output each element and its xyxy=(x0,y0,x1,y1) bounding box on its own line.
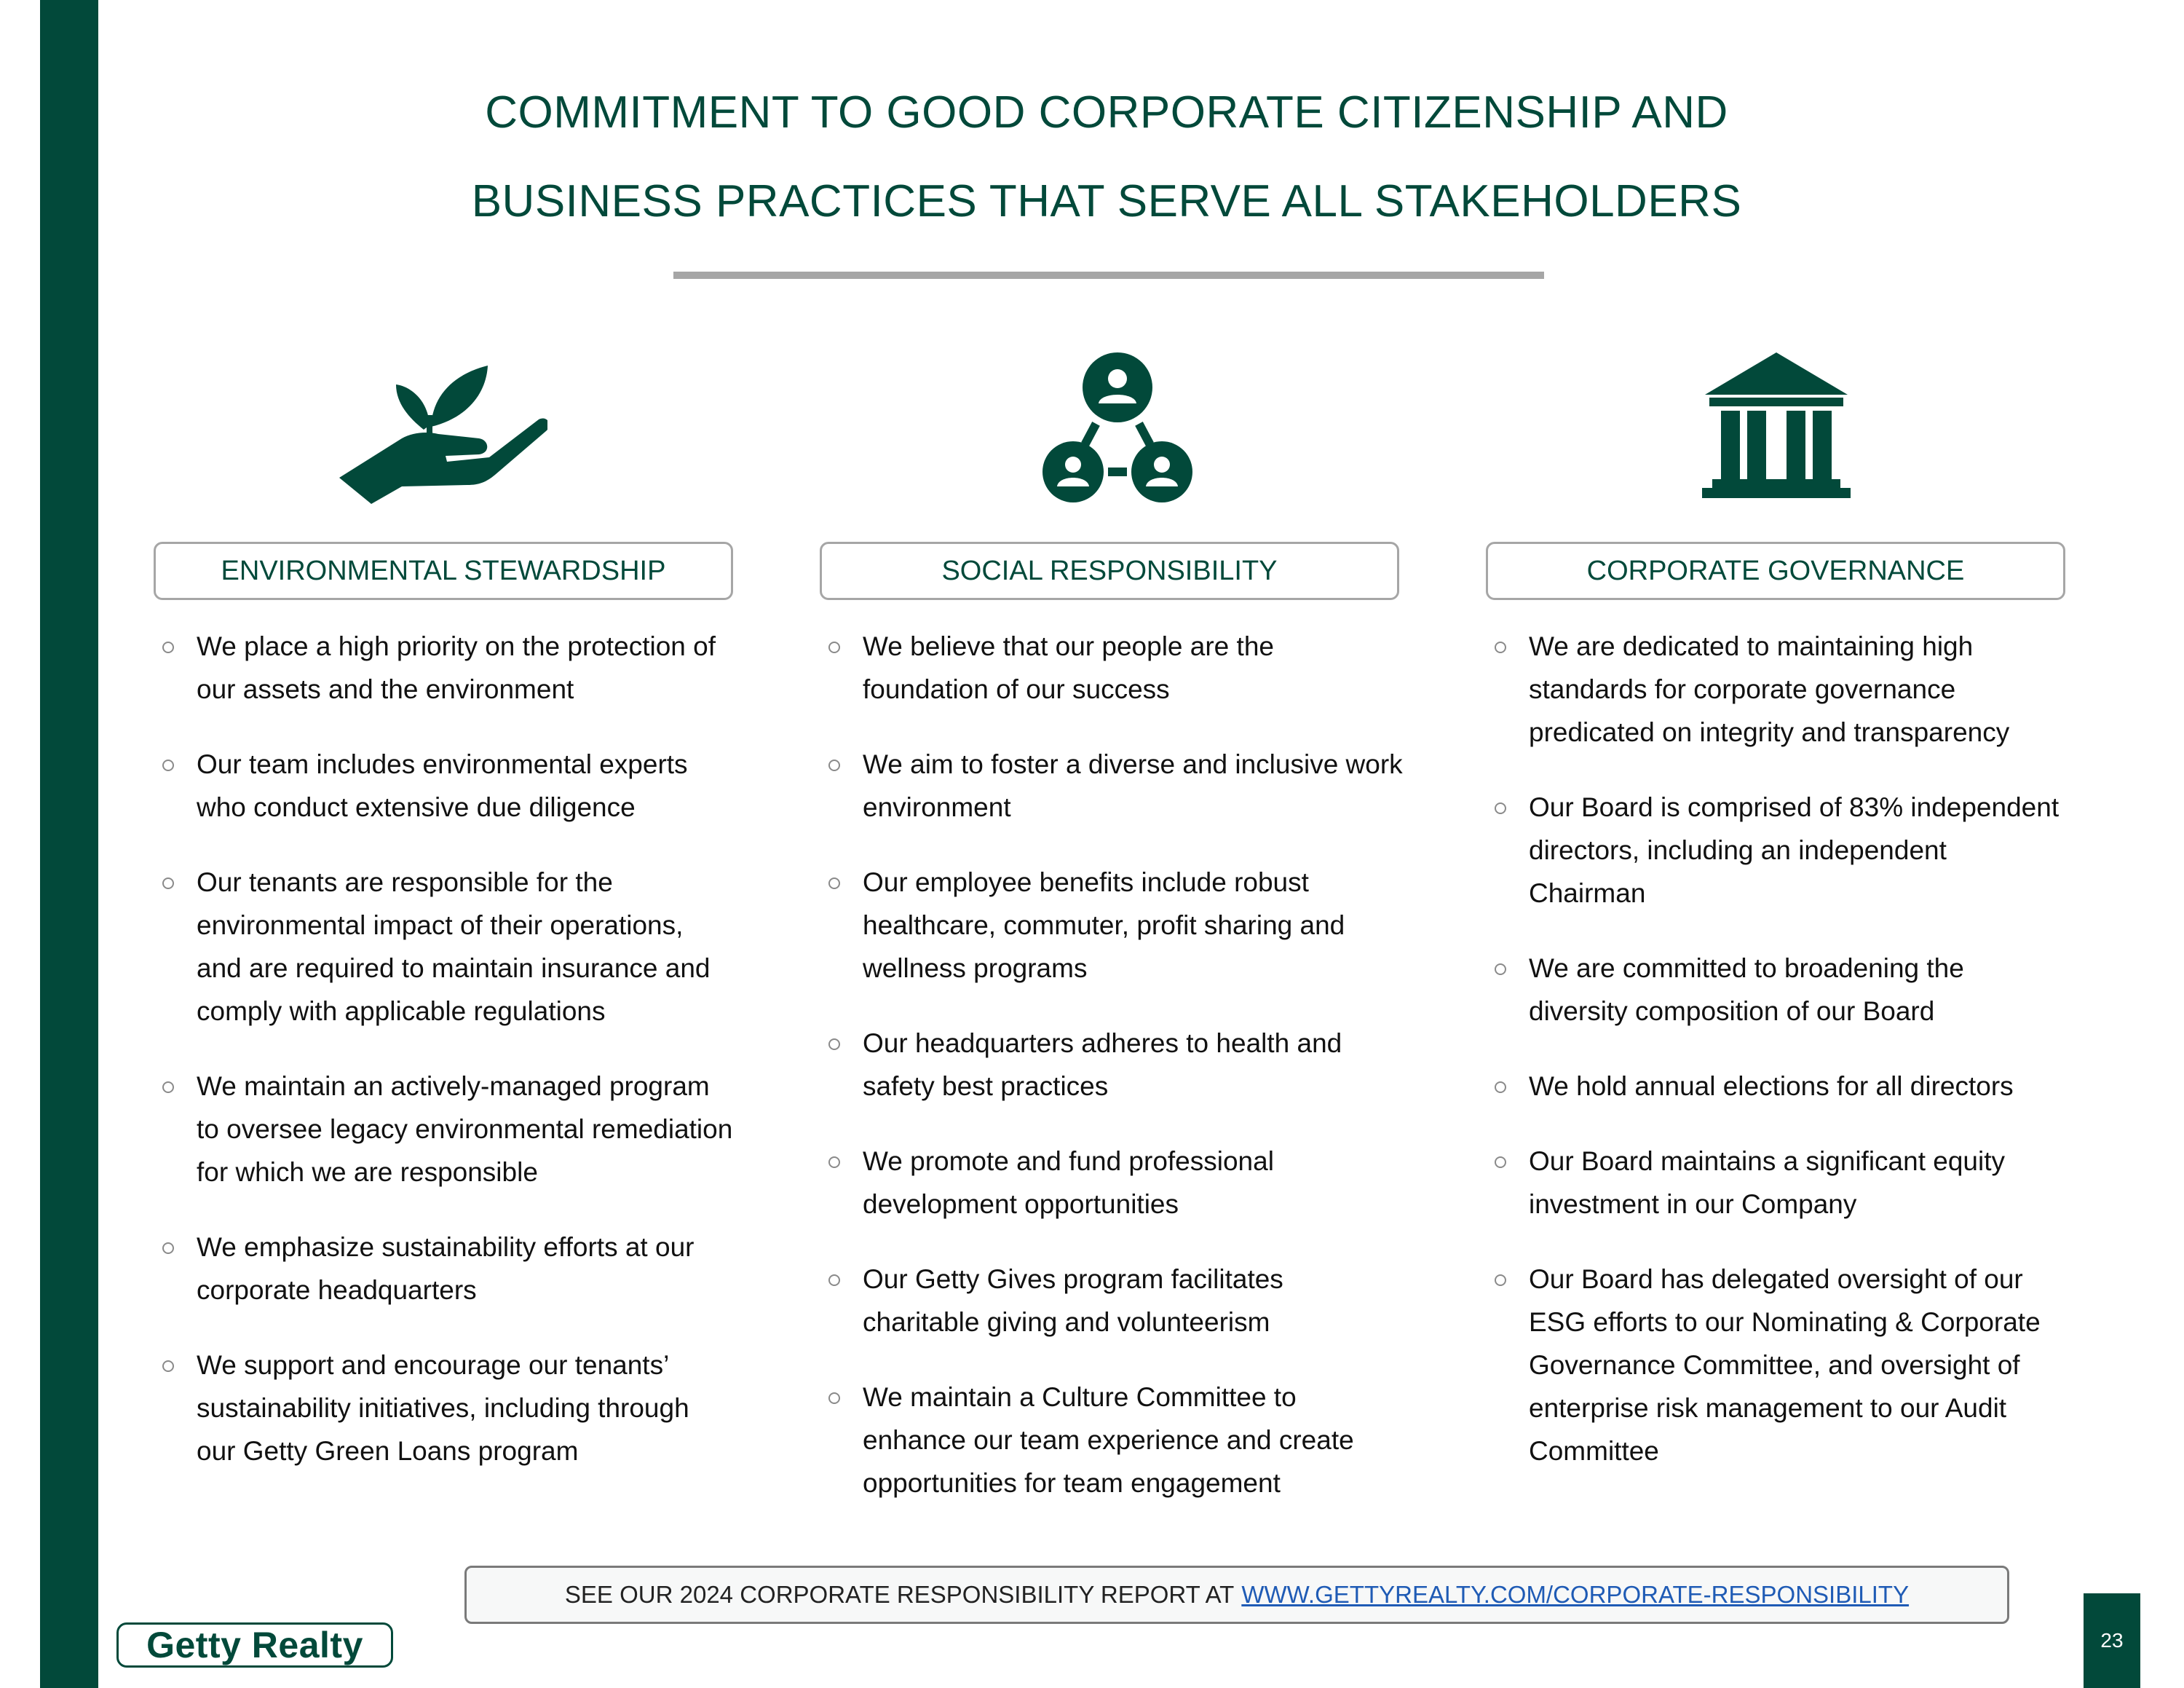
bullet-item xyxy=(823,1022,1420,1108)
bullet-text-line: ESG efforts to our Nominating & Corporate xyxy=(1529,1307,2041,1337)
bullet-text-line: We believe that our people are the xyxy=(863,631,1274,661)
bullet-circle-icon xyxy=(1495,1156,1506,1168)
people-network-icon xyxy=(1042,352,1192,502)
page-title-line-1: COMMITMENT TO GOOD CORPORATE CITIZENSHIP AND xyxy=(485,87,1728,138)
bullet-text-line: healthcare, commuter, profit sharing and xyxy=(863,910,1345,940)
bullet-text-line: We are committed to broadening the xyxy=(1529,953,1964,983)
bullet-circle-icon xyxy=(828,1392,840,1404)
bullet-circle-icon xyxy=(828,760,840,771)
bullet-text-line: Our team includes environmental experts xyxy=(197,749,688,779)
bullet-text-line: and are required to maintain insurance and xyxy=(197,953,711,983)
bullet-text-line: enterprise risk management to our Audit xyxy=(1529,1393,2007,1423)
bullet-text-line: We promote and fund professional xyxy=(863,1146,1274,1176)
bullet-item xyxy=(1489,625,2086,754)
bullet-item xyxy=(157,1344,753,1472)
bullet-circle-icon xyxy=(162,1360,174,1372)
bullet-text-line: sustainability initiatives, including through xyxy=(197,1393,689,1423)
bullet-text-line: We hold annual elections for all directors xyxy=(1529,1071,2014,1101)
bullet-circle-icon xyxy=(162,877,174,889)
bullet-text-line: Our Board has delegated oversight of our xyxy=(1529,1264,2023,1294)
bullet-text-line: wellness programs xyxy=(863,953,1088,983)
bullet-text-line: investment in our Company xyxy=(1529,1189,1857,1219)
page-title-line-2: BUSINESS PRACTICES THAT SERVE ALL STAKEHOLDERS xyxy=(471,176,1742,226)
bullet-text-line: foundation of our success xyxy=(863,674,1170,704)
bullet-text-line: standards for corporate governance xyxy=(1529,674,1956,704)
bullet-text-line: Our headquarters adheres to health and xyxy=(863,1028,1342,1058)
bullet-item xyxy=(1489,1258,2086,1472)
bullet-text-line: Our Board maintains a significant equity xyxy=(1529,1146,2006,1176)
bullet-item xyxy=(1489,947,2086,1033)
environmental-bullet-list xyxy=(157,625,753,1504)
bullet-circle-icon xyxy=(828,877,840,889)
bullet-text-line: Chairman xyxy=(1529,878,1646,908)
bullet-text-line: comply with applicable regulations xyxy=(197,996,606,1026)
title-divider xyxy=(673,272,1544,279)
bullet-item xyxy=(157,861,753,1033)
bullet-text-line: environmental impact of their operations, xyxy=(197,910,684,940)
bullet-item xyxy=(157,743,753,829)
bullet-text-line: directors, including an independent xyxy=(1529,835,1947,865)
bullet-text-line: predicated on integrity and transparency xyxy=(1529,717,2010,747)
bullet-text-line: for which we are responsible xyxy=(197,1157,538,1187)
bullet-text-line: Our employee benefits include robust xyxy=(863,867,1309,897)
bullet-circle-icon xyxy=(828,1038,840,1050)
bullet-circle-icon xyxy=(828,1274,840,1286)
bullet-text-line: environment xyxy=(863,792,1011,822)
report-callout xyxy=(464,1566,2009,1624)
bullet-text-line: We maintain a Culture Committee to xyxy=(863,1382,1297,1412)
governance-bullet-list xyxy=(1489,625,2086,1504)
bullet-item xyxy=(157,1226,753,1312)
bullet-text-line: development opportunities xyxy=(863,1189,1179,1219)
bullet-item xyxy=(823,743,1420,829)
bullet-item xyxy=(823,1140,1420,1226)
bullet-circle-icon xyxy=(162,1242,174,1254)
bullet-circle-icon xyxy=(828,1156,840,1168)
bullet-text-line: to oversee legacy environmental remediation xyxy=(197,1114,733,1144)
bullet-item xyxy=(823,1376,1420,1504)
bullet-item xyxy=(823,1258,1420,1344)
bullet-item xyxy=(157,625,753,711)
bullet-text-line: who conduct extensive due diligence xyxy=(197,792,636,822)
bullet-item xyxy=(1489,786,2086,915)
header-environmental-stewardship: ENVIRONMENTAL STEWARDSHIP xyxy=(154,542,733,600)
page-number: 23 xyxy=(2084,1593,2140,1688)
bullet-text-line: opportunities for team engagement xyxy=(863,1468,1281,1498)
bullet-text-line: our assets and the environment xyxy=(197,674,574,704)
bullet-text-line: Our Board is comprised of 83% independent xyxy=(1529,792,2060,822)
bullet-text-line: Committee xyxy=(1529,1436,1659,1466)
bullet-text-line: We emphasize sustainability efforts at our xyxy=(197,1232,695,1262)
bullet-text-line: charitable giving and volunteerism xyxy=(863,1307,1270,1337)
bullet-text-line: We are dedicated to maintaining high xyxy=(1529,631,1974,661)
bullet-text-line: Governance Committee, and oversight of xyxy=(1529,1350,2020,1380)
bullet-text-line: diversity composition of our Board xyxy=(1529,996,1935,1026)
bullet-circle-icon xyxy=(162,1081,174,1093)
bullet-text-line: enhance our team experience and create xyxy=(863,1425,1354,1455)
bullet-circle-icon xyxy=(1495,642,1506,653)
bullet-circle-icon xyxy=(162,760,174,771)
header-social-responsibility: SOCIAL RESPONSIBILITY xyxy=(820,542,1399,600)
bullet-circle-icon xyxy=(1495,1274,1506,1286)
bullet-text-line: Our tenants are responsible for the xyxy=(197,867,613,897)
bullet-circle-icon xyxy=(1495,963,1506,975)
bullet-item xyxy=(1489,1140,2086,1226)
bullet-circle-icon xyxy=(1495,802,1506,814)
bullet-circle-icon xyxy=(162,642,174,653)
government-building-icon xyxy=(1699,352,1853,498)
report-callout-text: SEE OUR 2024 CORPORATE RESPONSIBILITY REPORT AT xyxy=(564,1581,1235,1608)
bullet-item xyxy=(823,625,1420,711)
bullet-text-line: We support and encourage our tenants’ xyxy=(197,1350,670,1380)
bullet-text-line: We aim to foster a diverse and inclusive work xyxy=(863,749,1403,779)
bullet-text-line: We maintain an actively-managed program xyxy=(197,1071,710,1101)
bullet-item xyxy=(1489,1065,2086,1108)
bullet-circle-icon xyxy=(1495,1081,1506,1093)
social-bullet-list xyxy=(823,625,1420,1537)
bullet-text-line: Our Getty Gives program facilitates xyxy=(863,1264,1283,1294)
bullet-circle-icon xyxy=(828,642,840,653)
header-corporate-governance: CORPORATE GOVERNANCE xyxy=(1486,542,2065,600)
getty-realty-logo: Getty Realty xyxy=(116,1622,393,1668)
bullet-item xyxy=(823,861,1420,990)
report-link[interactable]: WWW.GETTYREALTY.COM/CORPORATE-RESPONSIBILITY xyxy=(1241,1581,1910,1608)
hand-with-plant-icon xyxy=(336,348,547,505)
bullet-item xyxy=(157,1065,753,1194)
bullet-text-line: our Getty Green Loans program xyxy=(197,1436,579,1466)
bullet-text-line: corporate headquarters xyxy=(197,1275,477,1305)
bullet-text-line: We place a high priority on the protection of xyxy=(197,631,716,661)
side-accent-bar xyxy=(40,0,98,1688)
bullet-text-line: safety best practices xyxy=(863,1071,1109,1101)
